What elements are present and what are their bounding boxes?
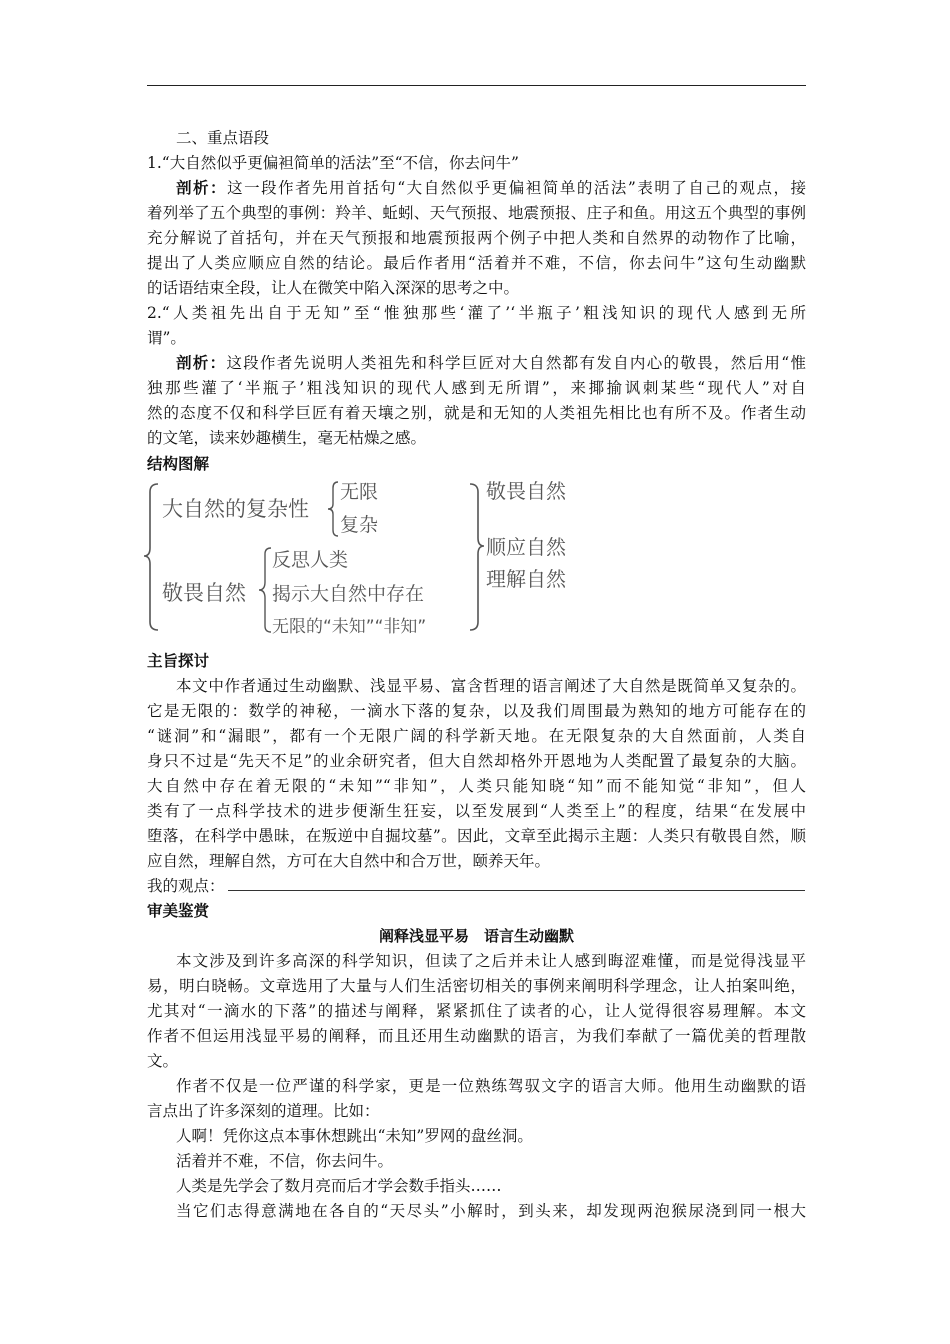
my-view-answer-line[interactable]	[228, 890, 805, 891]
item2-analysis-line: 独那些灌了‘半瓶子’粗浅知识的现代人感到无所谓”，来揶揄讽刺某些“现代人”对自	[147, 379, 806, 397]
header-rule	[147, 85, 806, 86]
theme-heading: 主旨探讨	[147, 652, 210, 670]
branch2-item: 揭示大自然中存在	[272, 583, 425, 605]
item2-title: 2.“人类祖先出自于无知”至“惟独那些‘灌了’‘半瓶子’粗浅知识的现代人感到无所	[147, 304, 806, 322]
result-item: 顺应自然	[486, 535, 566, 559]
quote-line: 活着并不难，不信，你去问牛。	[176, 1152, 394, 1170]
result-item: 敬畏自然	[486, 479, 566, 503]
aesthetic-subtitle: 阐释浅显平易 语言生动幽默	[378, 927, 574, 945]
item2-title: 谓”。	[147, 329, 186, 347]
aesthetic-para1-line: 易，明白晓畅。文章选用了大量与人们生活密切相关的事例来阐明科学理念，让人拍案叫绝，	[147, 977, 806, 995]
result-item: 理解自然	[486, 567, 566, 591]
quote-line: 人类是先学会了数月亮而后才学会数手指头……	[176, 1177, 502, 1195]
item1-analysis-line: 剖析：这一段作者先用首括句“大自然似乎更偏袒简单的活法”表明了自己的观点，接	[176, 179, 806, 197]
item2-analysis-line: 然的态度不仅和科学巨匠有着天壤之别，就是和无知的人类祖先相比也有所不及。作者生动	[147, 404, 806, 422]
theme-line: 身只不过是“先天不足”的业余研究者，但大自然却格外开恩地为人类配置了最复杂的大脑。	[147, 752, 806, 770]
theme-line: 类有了一点科学技术的进步便渐生狂妄，以至发展到“人类至上”的程度，结果“在发展中	[147, 802, 806, 820]
branch1-item: 无限	[340, 481, 379, 503]
right-brace	[470, 484, 484, 630]
item1-title: 1.“大自然似乎更偏袒简单的活法”至“不信，你去问牛”	[147, 154, 519, 172]
structure-heading: 结构图解	[147, 455, 210, 473]
aesthetic-heading: 审美鉴赏	[147, 902, 210, 920]
my-view-label: 我的观点：	[147, 877, 225, 895]
aesthetic-para1-line: 尤其对“一滴水的下落”的描述与阐释，紧紧抓住了读者的心，让人觉得很容易理解。本文	[147, 1002, 806, 1020]
item1-analysis-line: 充分解说了首括句，并在天气预报和地震预报两个例子中把人类和自然界的动物作了比喻，	[147, 229, 806, 247]
aesthetic-para1-line: 作者不但运用浅显平易的阐释，而且还用生动幽默的语言，为我们奉献了一篇优美的哲理散	[147, 1027, 806, 1045]
branch2-item: 反思人类	[272, 549, 349, 571]
branch2-brace	[259, 548, 271, 632]
item1-analysis-line: 的话语结束全段，让人在微笑中陷入深深的思考之中。	[147, 279, 520, 297]
quote-line: 当它们志得意满地在各自的“天尽头”小解时，到头来，却发现两泡猴尿浇到同一根大	[176, 1202, 806, 1220]
branch2-item: 无限的“未知”“非知”	[272, 617, 427, 637]
branch1-label: 大自然的复杂性	[162, 497, 309, 521]
aesthetic-para1-line: 本文涉及到许多高深的科学知识，但读了之后并未让人感到晦涩难懂，而是觉得浅显平	[176, 952, 806, 970]
item1-analysis-line: 着列举了五个典型的事例：羚羊、蚯蚓、天气预报、地震预报、庄子和鱼。用这五个典型的事例	[147, 204, 806, 222]
section-heading: 二、重点语段	[176, 129, 270, 147]
analysis-label: 剖析：	[176, 354, 227, 372]
aesthetic-para1-line: 文。	[147, 1052, 179, 1070]
item1-analysis-line: 提出了人类应顺应自然的结论。最后作者用“活着并不难，不信，你去问牛”这句生动幽默	[147, 254, 806, 272]
aesthetic-para2-line: 言点出了许多深刻的道理。比如：	[147, 1102, 380, 1120]
theme-line: 应自然，理解自然，方可在大自然中和合万世，颐养天年。	[147, 852, 551, 870]
structure-diagram	[140, 476, 590, 638]
theme-line: 堕落，在科学中愚昧，在叛逆中自掘坟墓”。因此，文章至此揭示主题：人类只有敬畏自然，顺	[147, 827, 806, 845]
aesthetic-para2-line: 作者不仅是一位严谨的科学家，更是一位熟练驾驭文字的语言大师。他用生动幽默的语	[176, 1077, 806, 1095]
item2-analysis-line: 的文笔，读来妙趣横生，毫无枯燥之感。	[147, 429, 427, 447]
theme-line: 本文中作者通过生动幽默、浅显平易、富含哲理的语言阐述了大自然是既简单又复杂的。	[176, 677, 806, 695]
quote-line: 人啊！凭你这点本事休想跳出“未知”罗网的盘丝洞。	[176, 1127, 533, 1145]
branch2-label: 敬畏自然	[162, 581, 246, 605]
analysis-label: 剖析：	[176, 179, 228, 197]
branch1-item: 复杂	[340, 514, 379, 536]
branch1-brace	[328, 482, 338, 536]
item2-analysis-line: 剖析：这段作者先说明人类祖先和科学巨匠对大自然都有发自内心的敬畏，然后用“惟	[176, 354, 806, 372]
left-brace	[144, 484, 158, 630]
theme-line: 它是无限的：数学的神秘，一滴水下落的复杂，以及我们周围最为熟知的地方可能存在的	[147, 702, 806, 720]
theme-line: 大自然中存在着无限的“未知”“非知”，人类只能知晓“知”而不能知觉“非知”，但人	[147, 777, 806, 795]
theme-line: “谜洞”和“漏眼”，都有一个无限广阔的科学新天地。在无限复杂的大自然面前，人类自	[147, 727, 806, 745]
